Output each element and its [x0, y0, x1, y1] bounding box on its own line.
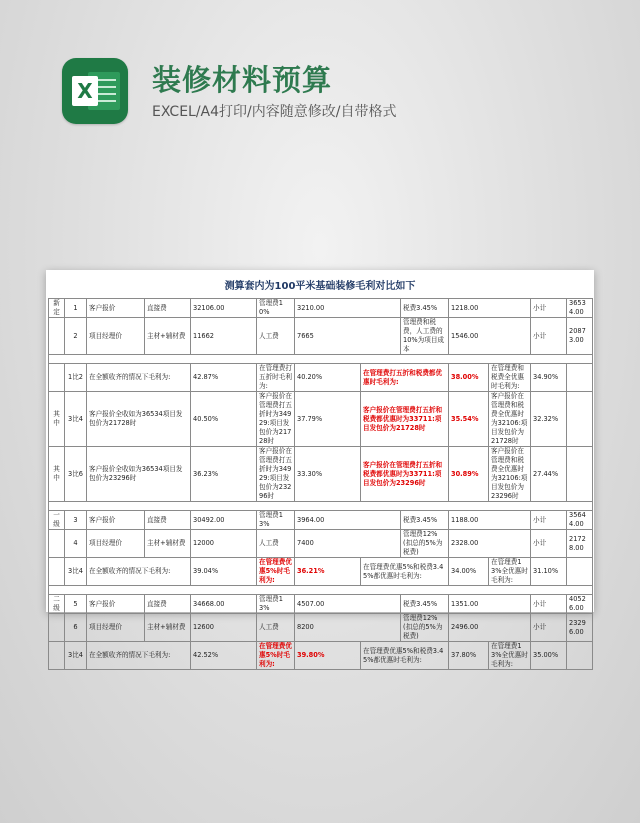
table-cell: 36.21% [295, 558, 361, 586]
table-cell: 35644.00 [567, 511, 593, 530]
table-cell: 1351.00 [449, 595, 531, 614]
table-cell: 管理费12%(扣总的5%为税费) [401, 614, 449, 642]
table-cell: 在管理费13%全优惠时毛利为: [489, 558, 531, 586]
table-cell: 小计 [531, 530, 567, 558]
table-cell: 管理费13% [257, 511, 295, 530]
table-cell: 一级 [49, 511, 65, 530]
table-cell: 客户报价 [87, 511, 145, 530]
table-cell [49, 614, 65, 642]
table-cell: 在管理费打五折时毛利为: [257, 364, 295, 392]
table-cell: 税费3.45% [401, 595, 449, 614]
table-row [49, 299, 593, 318]
table-cell [567, 558, 593, 586]
table-cell: 人工费 [257, 614, 295, 642]
table-cell: 管理费和税费，人工费的10%为项目成本 [401, 318, 449, 355]
table-cell: 35.54% [449, 392, 489, 447]
table-cell: 1188.00 [449, 511, 531, 530]
table-cell: 20873.00 [567, 318, 593, 355]
table-cell: 8200 [295, 614, 401, 642]
table-cell: 11662 [191, 318, 257, 355]
table-cell: 1218.00 [449, 299, 531, 318]
table-cell: 27.44% [531, 447, 567, 502]
table-cell: 客户报价在管理费打五折和税费都优惠时为33711:项目发包价为23296时 [361, 447, 449, 502]
table-cell: 3比4 [65, 558, 87, 586]
table-cell: 31.10% [531, 558, 567, 586]
table-cell [49, 558, 65, 586]
table-row [49, 530, 593, 558]
spacer-row [49, 586, 593, 595]
table-cell [567, 392, 593, 447]
page-title: 装修材料预算 [152, 63, 333, 97]
table-cell [567, 642, 593, 670]
table-cell: 33.30% [295, 447, 361, 502]
table-cell [49, 364, 65, 392]
table-cell: 12000 [191, 530, 257, 558]
table-cell: 在全额收齐的情况下毛利为: [87, 642, 191, 670]
table-cell: 项目经理价 [87, 318, 145, 355]
table-cell: 3 [65, 511, 87, 530]
table-cell: 客户报价在管理费和税费全优惠时为32106:项目发包价为21728时 [489, 392, 531, 447]
table-cell: 客户报价 [87, 299, 145, 318]
table-cell: 小计 [531, 595, 567, 614]
table-cell: 3比6 [65, 447, 87, 502]
table-row [49, 558, 593, 586]
table-cell: 34.90% [531, 364, 567, 392]
table-cell: 人工费 [257, 318, 295, 355]
table-cell: 客户报价在管理费打五折时为34929:项目发包价为23296时 [257, 447, 295, 502]
table-cell: 项目经理价 [87, 614, 145, 642]
table-row [49, 318, 593, 355]
table-cell: 38.00% [449, 364, 489, 392]
table-cell [49, 530, 65, 558]
table-cell: 客户报价在管理费和税费全优惠时为32106:项目发包价为23296时 [489, 447, 531, 502]
budget-table [48, 298, 593, 670]
spreadsheet-preview [46, 270, 594, 668]
table-cell: 2328.00 [449, 530, 531, 558]
page-subtitle: EXCEL/A4打印/内容随意修改/自带格式 [152, 104, 397, 120]
table-cell: 小计 [531, 614, 567, 642]
table-cell: 2496.00 [449, 614, 531, 642]
spacer-row [49, 502, 593, 511]
table-cell: 管理费10% [257, 299, 295, 318]
excel-logo-icon [62, 58, 128, 124]
table-cell: 小计 [531, 511, 567, 530]
table-cell: 1比2 [65, 364, 87, 392]
table-row [49, 642, 593, 670]
table-cell: 小计 [531, 318, 567, 355]
table-cell: 7400 [295, 530, 401, 558]
table-cell: 21728.00 [567, 530, 593, 558]
table-cell: 30.89% [449, 447, 489, 502]
table-cell: 客户报价全收如为36534项目发包价为23296时 [87, 447, 191, 502]
table-cell: 在管理费和税费全优惠时毛利为: [489, 364, 531, 392]
table-cell: 42.52% [191, 642, 257, 670]
table-cell: 在管理费优惠5%时毛利为: [257, 558, 295, 586]
table-cell [49, 318, 65, 355]
table-cell: 42.87% [191, 364, 257, 392]
table-cell [567, 447, 593, 502]
table-cell: 12600 [191, 614, 257, 642]
table-cell: 36534.00 [567, 299, 593, 318]
spacer-row [49, 355, 593, 364]
table-cell: 客户报价在管理费打五折时为34929:项目发包价为21728时 [257, 392, 295, 447]
table-cell: 其中 [49, 447, 65, 502]
table-cell: 35.00% [531, 642, 567, 670]
table-cell: 39.80% [295, 642, 361, 670]
table-cell: 3比4 [65, 392, 87, 447]
table-cell: 40526.00 [567, 595, 593, 614]
table-cell: 5 [65, 595, 87, 614]
table-cell: 在管理费13%全优惠时毛利为: [489, 642, 531, 670]
table-cell: 37.80% [449, 642, 489, 670]
table-cell: 1 [65, 299, 87, 318]
table-cell: 3964.00 [295, 511, 401, 530]
table-cell: 直接费 [145, 595, 191, 614]
table-cell: 3210.00 [295, 299, 401, 318]
table-cell: 税费3.45% [401, 299, 449, 318]
table-row [49, 511, 593, 530]
table-cell: 30492.00 [191, 511, 257, 530]
table-cell: 客户报价 [87, 595, 145, 614]
table-cell: 小计 [531, 299, 567, 318]
table-cell: 在全额收齐的情况下毛利为: [87, 558, 191, 586]
table-cell: 7665 [295, 318, 401, 355]
table-cell: 1546.00 [449, 318, 531, 355]
table-cell: 37.79% [295, 392, 361, 447]
table-cell: 2 [65, 318, 87, 355]
table-cell: 23296.00 [567, 614, 593, 642]
table-cell: 32.32% [531, 392, 567, 447]
table-cell: 直接费 [145, 511, 191, 530]
table-cell: 40.50% [191, 392, 257, 447]
table-cell: 管理费12%(扣总的5%为税费) [401, 530, 449, 558]
table-cell: 40.20% [295, 364, 361, 392]
table-cell: 4 [65, 530, 87, 558]
table-cell: 客户报价全收如为36534项目发包价为21728时 [87, 392, 191, 447]
table-cell: 主材+辅材费 [145, 614, 191, 642]
table-cell: 管理费13% [257, 595, 295, 614]
table-cell: 主材+辅材费 [145, 530, 191, 558]
table-row [49, 364, 593, 392]
excel-x-letter: X [72, 76, 98, 106]
table-cell: 新定 [49, 299, 65, 318]
table-cell: 在管理费优惠5%时毛利为: [257, 642, 295, 670]
table-cell: 直接费 [145, 299, 191, 318]
table-cell: 6 [65, 614, 87, 642]
table-cell: 34.00% [449, 558, 489, 586]
table-cell: 主材+辅材费 [145, 318, 191, 355]
table-cell: 在管理费打五折和税费都优惠时毛利为: [361, 364, 449, 392]
table-cell: 在全额收齐的情况下毛利为: [87, 364, 191, 392]
table-row [49, 614, 593, 642]
table-row [49, 595, 593, 614]
table-cell: 4507.00 [295, 595, 401, 614]
sheet-title: 测算套内为100平米基础装修毛利对比如下 [224, 281, 416, 292]
table-cell: 其中 [49, 392, 65, 447]
table-row [49, 392, 593, 447]
table-cell: 税费3.45% [401, 511, 449, 530]
table-row [49, 447, 593, 502]
table-cell: 二级 [49, 595, 65, 614]
table-cell: 32106.00 [191, 299, 257, 318]
table-cell [49, 642, 65, 670]
table-cell: 项目经理价 [87, 530, 145, 558]
table-cell: 36.23% [191, 447, 257, 502]
table-cell: 人工费 [257, 530, 295, 558]
table-cell: 在管理费优惠5%和税费3.45%都优惠时毛利为: [361, 558, 449, 586]
table-cell: 客户报价在管理费打五折和税费都优惠时为33711:项目发包价为21728时 [361, 392, 449, 447]
table-cell: 在管理费优惠5%和税费3.45%都优惠时毛利为: [361, 642, 449, 670]
table-cell: 3比4 [65, 642, 87, 670]
table-cell: 34668.00 [191, 595, 257, 614]
table-cell: 39.04% [191, 558, 257, 586]
table-cell [567, 364, 593, 392]
